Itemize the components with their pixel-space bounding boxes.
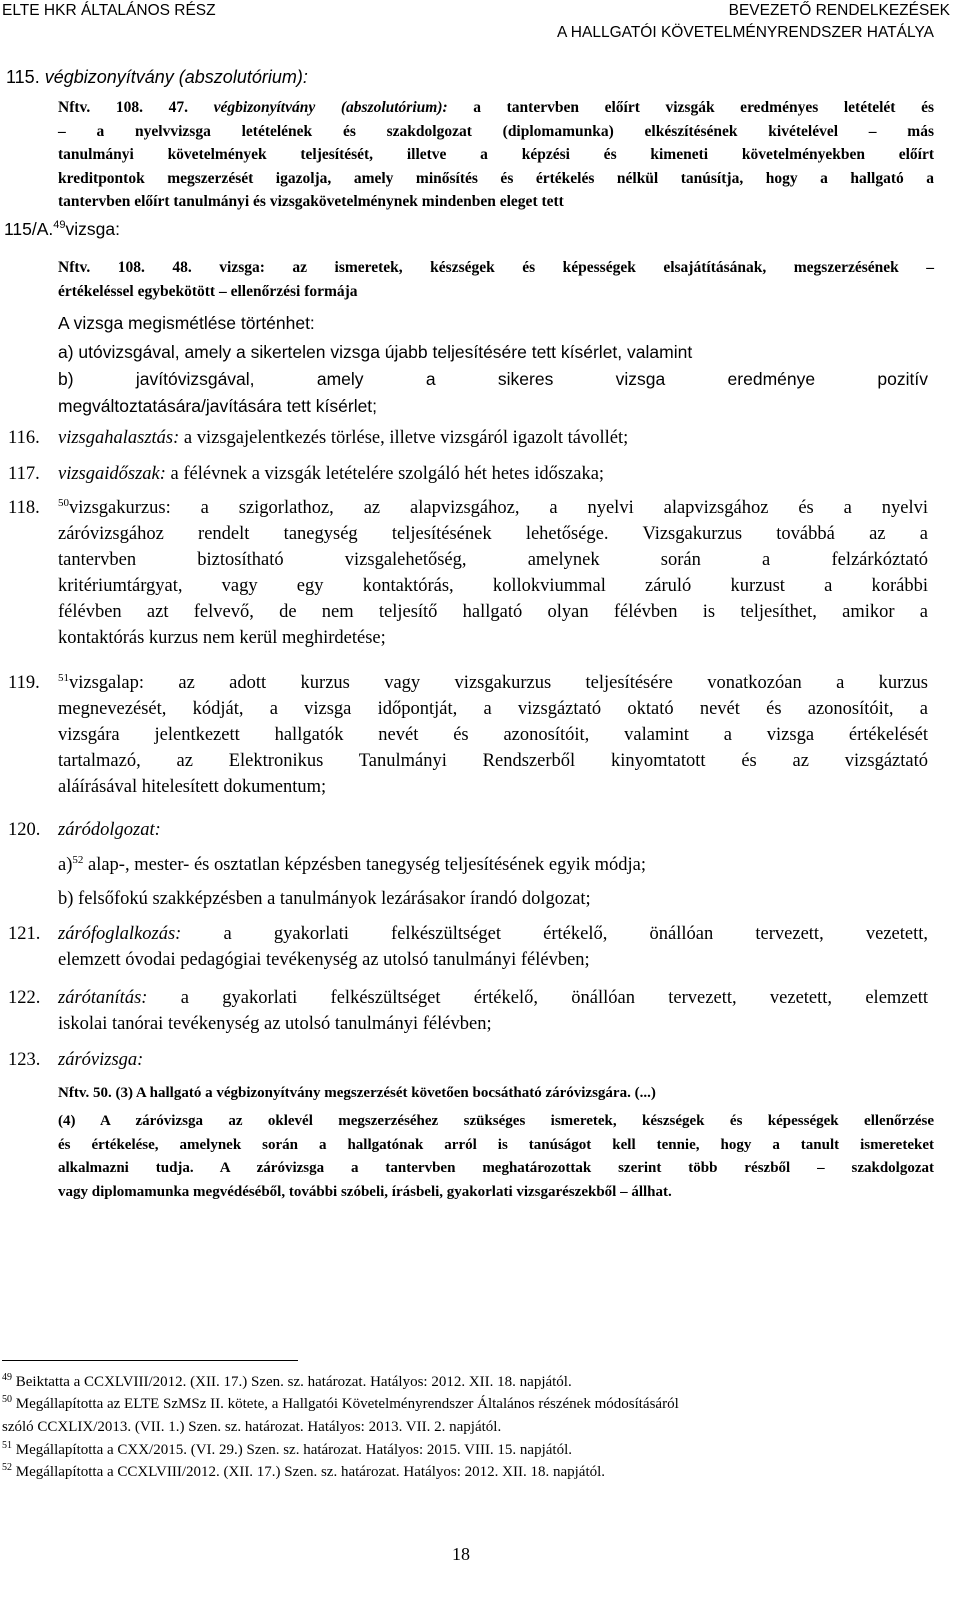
item-119-line-5: aláírásával hitelesített dokumentum; [58,777,327,797]
item-121-line-1: a gyakorlati felkészültséget értékelő, önállóan tervezett, vezetett, [181,924,928,944]
footnote-separator [2,1360,298,1361]
vizsga-b-1: b) javítóvizsgával, amely a sikeres vizsga eredménye pozitív [58,369,928,389]
cite-47-term: végbizonyítvány (abszolutórium): [213,99,448,116]
item-119-line-1: vizsgalap: az adott kurzus vagy vizsgakurzus teljesítésére vonatkozóan a kurzus [69,673,928,693]
item-120-b [8,886,928,912]
cite-48 [58,256,934,303]
footnote-ref-52: 52 [72,853,84,866]
cite-50-line-3: alkalmazni tudja. A záróvizsga a tantervben meghatározottak szerint több részből – szakdolgozat [58,1160,934,1176]
cite-47-line-2: – a nyelvvizsga letételének és szakdolgozat (diplomamunka) elkészítésének kivételével – más [58,122,934,140]
cite-47-line-4: kreditpontok megszerzését igazolja, amely minősítés és értékelés nélkül tanúsítja, hogy a hallgató a [58,169,934,187]
item-119-line-3: vizsgára jelentkezett hallgatók nevét és azonosítóit, valamint a vizsga értékelését [58,725,928,745]
item-116 [8,425,928,451]
item-118 [8,495,928,651]
footnote-50-cont [2,1417,932,1437]
cite-47-line-1 [58,96,934,120]
item-118-line-4: kritériumtárgyat, vagy egy kontaktórás, kollokviummal záruló kurzust a korábbi [58,576,928,596]
item-116-term: vizsgahalasztás: [58,428,180,448]
footnote-49 [2,1372,932,1392]
heading-115a-num: 115/A. [4,219,54,239]
footnote-50-text: Megállapította az ELTE SzMSz II. kötete, a Hallgatói Követelményrendszer Általános részének módosításáról [12,1396,679,1412]
item-118-line-5: félévben azt felvevő, de nem teljesítő hallgató olyan félévben is teljesíthet, amikor a [58,602,928,622]
vizsga-intro: A vizsga megismétlése történhet: [58,313,315,333]
cite-47-line-5: tantervben előírt tanulmányi és vizsgakövetelménynek mindenben eleget tett [58,193,564,210]
vizsga-a: a) utóvizsgával, amely a sikertelen vizsga újabb teljesítésére tett kísérlet, valamint [58,342,693,362]
header-left: ELTE HKR ÁLTALÁNOS RÉSZ [2,2,216,19]
item-122 [8,985,928,1037]
footnote-49-text: Beiktatta a CCXLVIII/2012. (XII. 17.) Szen. sz. határozat. Hatályos: 2012. XII. 18. napjától. [12,1374,572,1390]
item-120-b-text: b) felsőfokú szakképzésben a tanulmányok lezárásakor írandó dolgozat; [58,889,591,909]
header-right-sub: A HALLGATÓI KÖVETELMÉNYRENDSZER HATÁLYA [557,24,934,41]
cite-48-line-2: értékeléssel egybekötött – ellenőrzési formája [58,282,358,300]
item-117-text: a félévnek a vizsgák letételére szolgáló hét hetes időszaka; [165,464,605,484]
footnote-51-num: 51 [2,1440,12,1451]
footnote-50 [2,1394,932,1414]
item-120 [8,817,928,843]
footnote-50-text-cont: szóló CCXLIX/2013. (VII. 1.) Szen. sz. határozat. Hatályos: 2013. VII. 2. napjától. [2,1419,502,1435]
item-120-a [8,852,928,878]
item-118-line-1: vizsgakurzus: a szigorlathoz, az alapvizsgához, a nyelvi alapvizsgához és a nyelvi [69,498,928,518]
footnote-ref-51: 51 [58,671,69,684]
item-121 [8,921,928,973]
item-118-line-6: kontaktórás kurzus nem kerül meghirdetése; [58,628,386,648]
item-123-num: 123. [8,1050,41,1070]
item-121-line-2: elemzett óvodai pedagógiai tevékenység az utolsó tanulmányi félévben; [58,950,590,970]
item-118-num: 118. [8,498,40,518]
footnote-51 [2,1440,932,1460]
item-118-line-3: tantervben biztosítható vizsgalehetőség, amelynek során a felzárkóztató [58,550,928,570]
footnote-52 [2,1462,932,1482]
heading-115 [6,66,308,88]
heading-115-num: 115. [6,67,40,87]
footnote-52-num: 52 [2,1462,12,1473]
item-117 [8,461,928,487]
footnote-52-text: Megállapította a CCXLVIII/2012. (XII. 17.) Szen. sz. határozat. Hatályos: 2012. XII. 18. napjától. [12,1464,606,1480]
item-119 [8,670,928,800]
item-119-num: 119. [8,673,40,693]
heading-115a [4,216,120,242]
item-120-a-label: a) [58,855,73,875]
cite-50-line-1: (4) A záróvizsga az oklevél megszerzéséhez szükséges ismeretek, készségek és képességek ellenőrzése [58,1113,934,1129]
item-120-a-text: alap-, mester- és osztatlan képzésben tanegység teljesítésének egyik módja; [83,855,647,875]
heading-115a-term: vizsga: [65,219,121,239]
item-117-num: 117. [8,464,40,484]
item-122-line-2: iskolai tanórai tevékenység az utolsó tanulmányi félévben; [58,1014,492,1034]
footnote-ref-49: 49 [53,219,66,232]
cite-50-4 [58,1110,934,1204]
cite-50-line-4: vagy diplomamunka megvédéséből, további szóbeli, írásbeli, gyakorlati vizsgarészekből – állhat. [58,1183,672,1200]
cite-47-text-1: a tantervben előírt vizsgák eredményes letételét és [447,99,934,116]
footnote-ref-50: 50 [58,496,69,509]
footnote-51-text: Megállapította a CXX/2015. (VI. 29.) Szen. sz. határozat. Hatályos: 2015. VIII. 15. napjától. [12,1442,573,1458]
item-123 [8,1047,928,1073]
item-116-num: 116. [8,428,40,448]
item-122-line-1: a gyakorlati felkészültséget értékelő, önállóan tervezett, vezetett, elemzett [147,988,928,1008]
item-122-term: zárótanítás: [58,988,148,1008]
item-122-num: 122. [8,988,41,1008]
item-120-term: záródolgozat: [58,820,161,840]
cite-47 [58,96,934,214]
cite-47-prefix: Nftv. 108. 47. [58,99,214,116]
item-123-term: záróvizsga: [58,1050,144,1070]
cite-50-line-0: Nftv. 50. (3) A hallgató a végbizonyítvány megszerzését követően bocsátható záróvizsgára. (...) [58,1085,656,1101]
footnote-50-num: 50 [2,1394,12,1405]
item-119-line-4: tartalmazó, az Elektronikus Tanulmányi Rendszerből kinyomtatott és az vizsgáztató [58,751,928,771]
heading-115-term: végbizonyítvány (abszolutórium): [44,67,308,87]
item-121-term: zárófoglalkozás: [58,924,182,944]
header-right: BEVEZETŐ RENDELKEZÉSEK [728,2,950,19]
cite-47-line-3: tanulmányi követelmények teljesítését, illetve a képzési és kimeneti követelményekben előírt [58,146,934,163]
item-121-num: 121. [8,924,41,944]
cite-50 [58,1082,934,1106]
item-117-term: vizsgaidőszak: [58,464,166,484]
item-116-text: a vizsgajelentkezés törlése, illetve vizsgáról igazolt távollét; [179,428,629,448]
page-number: 18 [452,1544,470,1564]
item-120-num: 120. [8,820,41,840]
footnote-49-num: 49 [2,1372,12,1383]
item-119-line-2: megnevezését, kódját, a vizsga időpontját, a vizsgáztató oktató nevét és azonosítóit, a [58,699,928,719]
cite-48-line-1: Nftv. 108. 48. vizsga: az ismeretek, készségek és képességek elsajátításának, megszerzésének – [58,259,934,276]
item-118-line-2: záróvizsgához rendelt tanegység teljesítésének lehetősége. Vizsgakurzus továbbá az a [58,524,928,544]
cite-50-line-2: és értékelése, amelynek során a hallgatónak arról is tanúságot kell tennie, hogy a tanult ismereteket [58,1136,934,1153]
vizsga-b-2: megváltoztatására/javítására tett kísérlet; [58,396,378,416]
